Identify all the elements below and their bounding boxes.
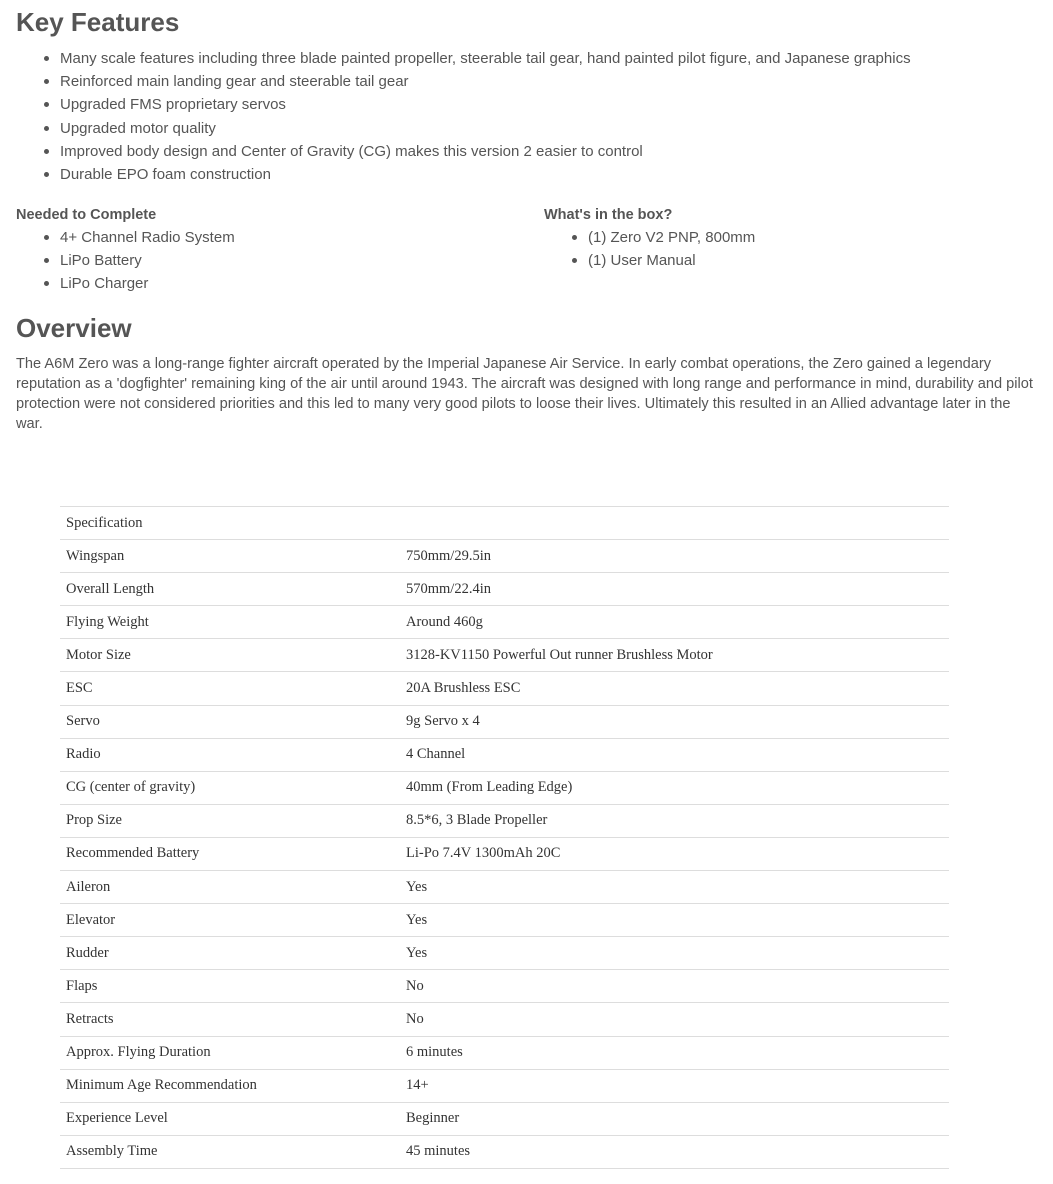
spec-label: Recommended Battery — [66, 845, 200, 862]
spec-label: Flying Weight — [66, 613, 149, 630]
spec-row — [60, 1102, 949, 1135]
spec-value: 6 minutes — [406, 1044, 463, 1061]
spec-row — [60, 738, 949, 771]
spec-row — [60, 540, 949, 573]
spec-row — [60, 573, 949, 606]
key-feature-item: Upgraded motor quality — [16, 117, 911, 140]
spec-label: Radio — [66, 746, 101, 763]
spec-header: Specification — [66, 514, 143, 531]
needed-item: LiPo Charger — [16, 272, 235, 295]
spec-label: Assembly Time — [66, 1143, 158, 1160]
spec-label: Flaps — [66, 977, 98, 994]
spec-row — [60, 904, 949, 937]
spec-label: Overall Length — [66, 580, 155, 597]
key-feature-item: Reinforced main landing gear and steerable tail gear — [16, 70, 911, 93]
spec-label: ESC — [66, 680, 93, 697]
spec-value: 9g Servo x 4 — [406, 713, 480, 730]
in-box-list — [544, 226, 755, 272]
needed-item: LiPo Battery — [16, 249, 235, 272]
spec-label: Approx. Flying Duration — [66, 1044, 211, 1061]
overview-heading: Overview — [16, 313, 132, 343]
needed-to-complete-list — [16, 226, 235, 296]
specification-table — [60, 506, 949, 1169]
spec-value: 3128-KV1150 Powerful Out runner Brushless Motor — [406, 646, 713, 663]
spec-label: Experience Level — [66, 1110, 168, 1127]
spec-value: 20A Brushless ESC — [406, 680, 521, 697]
spec-label: Motor Size — [66, 646, 131, 663]
spec-value: Yes — [406, 878, 428, 895]
key-features-list — [16, 47, 911, 186]
spec-label: Minimum Age Recommendation — [66, 1077, 257, 1094]
needed-item: 4+ Channel Radio System — [16, 226, 235, 249]
key-features-heading: Key Features — [16, 7, 180, 37]
spec-value: No — [406, 1010, 424, 1027]
spec-value: No — [406, 977, 424, 994]
spec-row — [60, 804, 949, 837]
key-feature-item: Upgraded FMS proprietary servos — [16, 93, 911, 116]
spec-label: Servo — [66, 713, 100, 730]
spec-value: 45 minutes — [406, 1143, 471, 1160]
spec-label: CG (center of gravity) — [66, 779, 196, 796]
in-box-heading: What's in the box? — [544, 207, 673, 223]
spec-row — [60, 1036, 949, 1069]
spec-row — [60, 771, 949, 804]
spec-row — [60, 606, 949, 639]
spec-value: 14+ — [406, 1077, 429, 1094]
spec-value: 570mm/22.4in — [406, 580, 491, 597]
spec-header-row — [60, 507, 949, 540]
spec-row — [60, 937, 949, 970]
spec-value: Yes — [406, 911, 428, 928]
in-box-item: (1) User Manual — [544, 249, 755, 272]
key-feature-item: Durable EPO foam construction — [16, 163, 911, 186]
spec-row — [60, 1003, 949, 1036]
spec-label: Retracts — [66, 1010, 114, 1027]
spec-label: Rudder — [66, 944, 109, 961]
needed-to-complete-heading: Needed to Complete — [16, 207, 157, 223]
spec-label: Elevator — [66, 911, 116, 928]
spec-header-empty — [400, 507, 949, 540]
spec-value: Li-Po 7.4V 1300mAh 20C — [406, 845, 561, 862]
spec-value: Around 460g — [406, 613, 483, 630]
spec-value: Beginner — [406, 1110, 460, 1127]
spec-row — [60, 705, 949, 738]
in-box-item: (1) Zero V2 PNP, 800mm — [544, 226, 755, 249]
key-feature-item: Improved body design and Center of Gravity (CG) makes this version 2 easier to control — [16, 140, 911, 163]
spec-value: 8.5*6, 3 Blade Propeller — [406, 812, 548, 829]
spec-row — [60, 871, 949, 904]
spec-value: 40mm (From Leading Edge) — [406, 779, 573, 796]
spec-value: 750mm/29.5in — [406, 547, 491, 564]
spec-label: Prop Size — [66, 812, 122, 829]
spec-row — [60, 970, 949, 1003]
key-feature-item: Many scale features including three blade painted propeller, steerable tail gear, hand painted pilot figure, and Japanese graphics — [16, 47, 911, 70]
spec-label: Wingspan — [66, 547, 125, 564]
spec-row — [60, 672, 949, 705]
spec-row — [60, 837, 949, 870]
spec-row — [60, 1069, 949, 1102]
spec-label: Aileron — [66, 878, 111, 895]
overview-paragraph: The A6M Zero was a long-range fighter aircraft operated by the Imperial Japanese Air Service. In early combat operations, the Zero gained a legendary reputation as a 'dogfighter' remaining king of the air until around 1943. The aircraft was designed with long range and performance in mind, durability and pilot protection were not considered priorities and this led to many very good pilots to loose their lives. Ultimately this resulted in an Allied advantage later in the war. — [16, 356, 1033, 432]
spec-row — [60, 639, 949, 672]
spec-value: 4 Channel — [406, 746, 466, 763]
spec-row — [60, 1135, 949, 1168]
spec-value: Yes — [406, 944, 428, 961]
